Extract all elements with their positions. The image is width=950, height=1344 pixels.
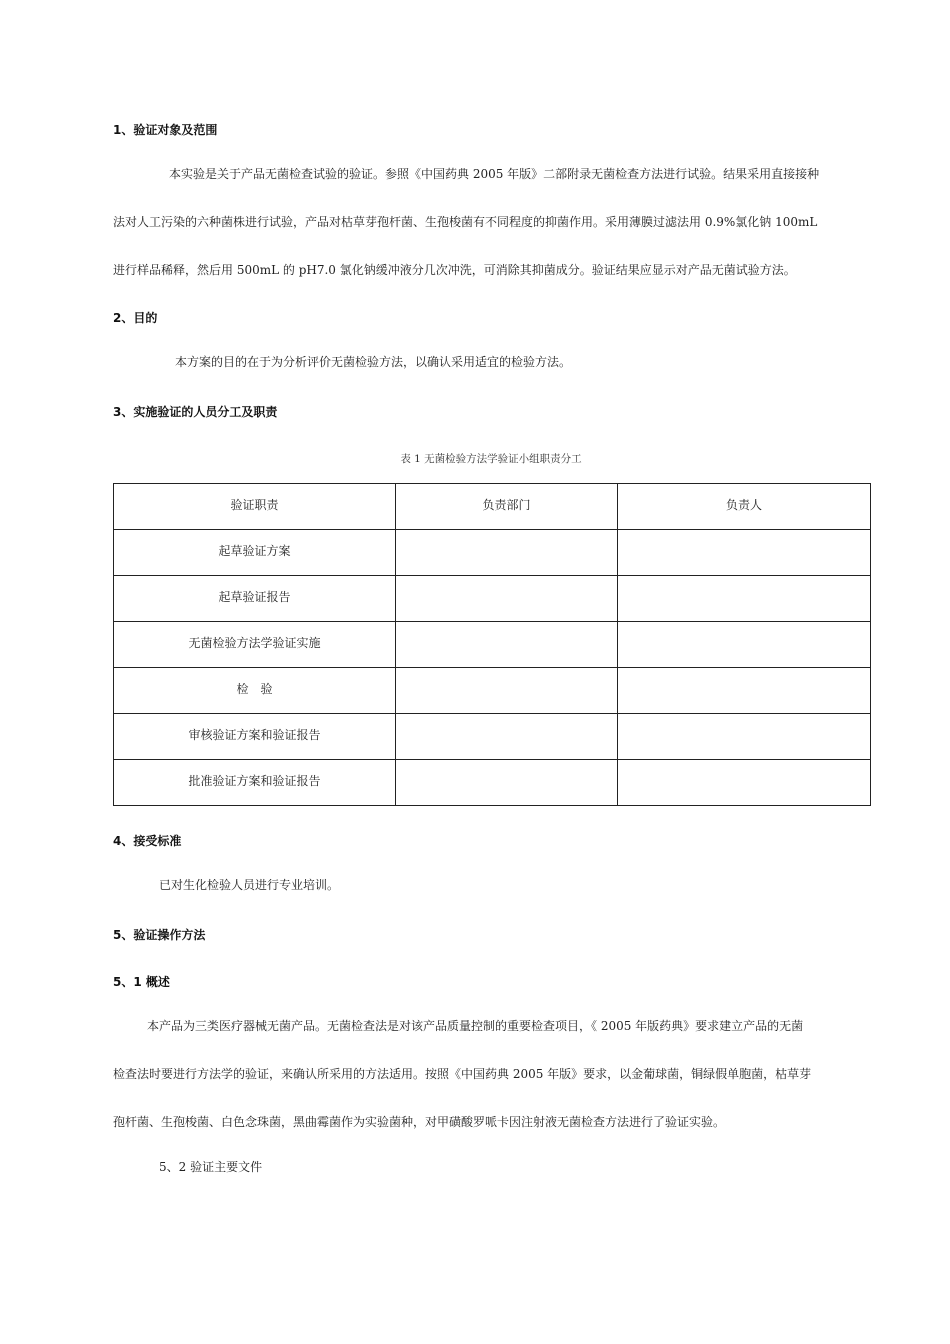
table-cell-duty: 起草验证报告 [114,576,396,622]
section-3-heading: 3、实施验证的人员分工及职责 [113,405,278,419]
section-5-heading: 5、验证操作方法 [113,928,206,942]
table-cell-person [618,576,871,622]
table-row [114,530,871,576]
section-5-1-heading: 5、1 概述 [113,975,170,989]
section-4-text: 已对生化检验人员进行专业培训。 [159,878,340,892]
section-4-heading: 4、接受标准 [113,834,182,848]
section-5-1-line-2: 检查法时要进行方法学的验证，来确认所采用的方法适用。按照《中国药典 2005 年版》要求，以金葡球菌，铜绿假单胞菌，枯草芽 [113,1067,812,1081]
table-cell-department [396,760,618,806]
responsibility-table [113,483,871,806]
table-cell-duty: 起草验证方案 [114,530,396,576]
header-cell-duty: 验证职责 [114,484,396,530]
section-1-line-2: 法对人工污染的六种菌株进行试验，产品对枯草芽孢杆菌、生孢梭菌有不同程度的抑菌作用。采用薄膜过滤法用 0.9%氯化钠 100mL [113,215,818,229]
table-cell-duty: 无菌检验方法学验证实施 [114,622,396,668]
section-5-1-line-3: 孢杆菌、生孢梭菌、白色念珠菌，黑曲霉菌作为实验菌种，对甲磺酸罗哌卡因注射液无菌检查方法进行了验证实验。 [113,1115,726,1129]
table-row [114,714,871,760]
table-cell-person [618,530,871,576]
table-cell-department [396,668,618,714]
table-cell-department [396,714,618,760]
table-header-row [114,484,871,530]
section-1-line-3: 进行样品稀释，然后用 500mL 的 pH7.0 氯化钠缓冲液分几次冲洗，可消除其抑菌成分。验证结果应显示对产品无菌试验方法。 [113,263,796,277]
table-row [114,760,871,806]
table-cell-duty: 审核验证方案和验证报告 [114,714,396,760]
section-1-heading: 1、验证对象及范围 [113,123,218,137]
section-1-line-1: 本实验是关于产品无菌检查试验的验证。参照《中国药典 2005 年版》二部附录无菌检查方法进行试验。结果采用直接接种 [169,167,820,181]
section-2-text: 本方案的目的在于为分析评价无菌检验方法，以确认采用适宜的检验方法。 [175,355,572,369]
table-cell-person [618,668,871,714]
header-cell-person: 负责人 [618,484,871,530]
table-row [114,622,871,668]
header-cell-department: 负责部门 [396,484,618,530]
table-caption: 表 1 无菌检验方法学验证小组职责分工 [400,453,582,465]
table-row [114,668,871,714]
table-cell-duty: 批准验证方案和验证报告 [114,760,396,806]
section-2-heading: 2、目的 [113,311,158,325]
section-5-2-heading: 5、2 验证主要文件 [159,1160,263,1174]
table-cell-person [618,714,871,760]
table-cell-department [396,622,618,668]
table-cell-person [618,622,871,668]
section-5-1-line-1: 本产品为三类医疗器械无菌产品。无菌检查法是对该产品质量控制的重要检查项目，《 2005 年版药典》要求建立产品的无菌 [147,1019,804,1033]
table-cell-duty: 检 验 [114,668,396,714]
table-cell-department [396,530,618,576]
table-row [114,576,871,622]
table-cell-person [618,760,871,806]
table-cell-department [396,576,618,622]
